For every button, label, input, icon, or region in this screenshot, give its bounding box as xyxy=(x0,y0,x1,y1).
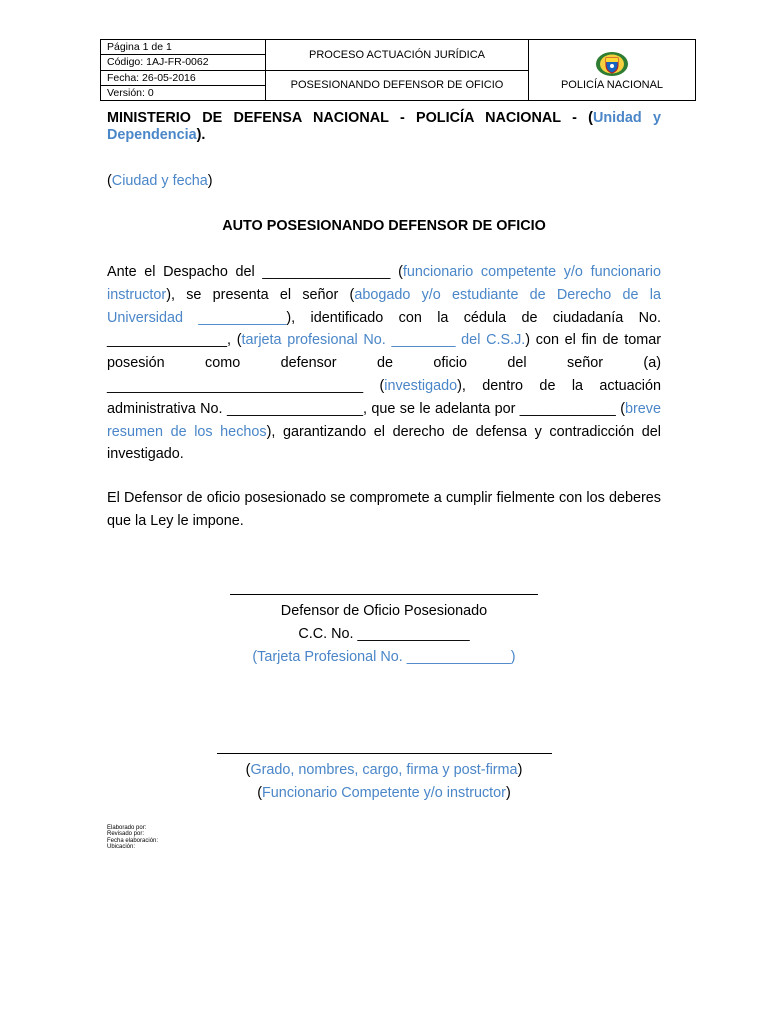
defensor-role: Defensor de Oficio Posesionado xyxy=(280,603,488,619)
unit-placeholder: Unidad y Dependencia xyxy=(107,110,661,143)
footer-revisado: Revisado por: xyxy=(107,831,145,838)
ministry-heading: MINISTERIO DE DEFENSA NACIONAL - POLICÍA NACIONAL - (Unidad y Dependencia). xyxy=(107,110,661,143)
defensor-cc: C.C. No. ______________ xyxy=(298,625,470,642)
defensor-signature-block xyxy=(107,600,661,668)
investigated-placeholder: investigado xyxy=(384,377,458,394)
header-process xyxy=(266,40,529,100)
footer-fecha: Fecha elaboración: xyxy=(107,837,159,844)
official-role: (Funcionario Competente y/o instructor) xyxy=(257,784,511,801)
form-version: Versión: 0 xyxy=(107,86,154,99)
institution-label: POLICÍA NACIONAL xyxy=(560,78,664,91)
document-header xyxy=(100,39,696,101)
official-details: (Grado, nombres, cargo, firma y post-firma) xyxy=(245,762,523,778)
city-date-placeholder: Ciudad y fecha xyxy=(111,173,208,189)
document-title: AUTO POSESIONANDO DEFENSOR DE OFICIO xyxy=(222,218,546,234)
police-shield-icon xyxy=(595,50,629,78)
commitment-paragraph: El Defensor de oficio posesionado se compromete a cumplir fielmente con los deberes que la Ley le impone. xyxy=(107,490,661,529)
form-date: Fecha: 26-05-2016 xyxy=(101,71,265,86)
defensor-tp: (Tarjeta Profesional No. _____________) xyxy=(252,648,516,665)
form-title: POSESIONANDO DEFENSOR DE OFICIO xyxy=(290,79,504,92)
body-paragraph: Ante el Despacho del ________________ (funcionario competente y/o funcionario instructor), se presenta el señor (abogado y/o estudiante de Derecho de la Universidad ___________), identificado con la cédula de ciudadanía No. _______________, (tarjeta profesional No. ________ del C.S.J.) con el fin de tomar posesión como defensor de oficio del señor (a) ________________________________ (investigado), dentro de la actuación administrativa No. _________________, que se le adelanta por ____________ (breve resumen de los hechos), garantizando el derecho de defensa y contradicción del investigado. xyxy=(107,264,661,463)
lawyer-placeholder: abogado y/o estudiante de Derecho de la Universidad ___________ xyxy=(107,286,661,326)
footer-metadata xyxy=(107,825,158,850)
header-logo-cell xyxy=(529,40,695,100)
official-signature-block xyxy=(107,759,661,805)
facts-placeholder: breve resumen de los hechos xyxy=(107,400,661,440)
official-signature-line xyxy=(217,753,552,754)
header-meta xyxy=(101,40,266,100)
official-placeholder: funcionario competente y/o funcionario instructor xyxy=(107,264,661,303)
footer-elaborado: Elaborado por: xyxy=(107,825,147,831)
defensor-signature-line xyxy=(230,594,538,595)
page-number: Página 1 de 1 xyxy=(101,40,265,55)
footer-ubicacion: Ubicación: xyxy=(107,843,136,850)
process-name: PROCESO ACTUACIÓN JURÍDICA xyxy=(266,40,528,71)
professional-card-placeholder: tarjeta profesional No. ________ del C.S.J. xyxy=(241,332,526,349)
city-date-line: (Ciudad y fecha) xyxy=(107,173,213,189)
form-code: Código: 1AJ-FR-0062 xyxy=(101,55,265,70)
